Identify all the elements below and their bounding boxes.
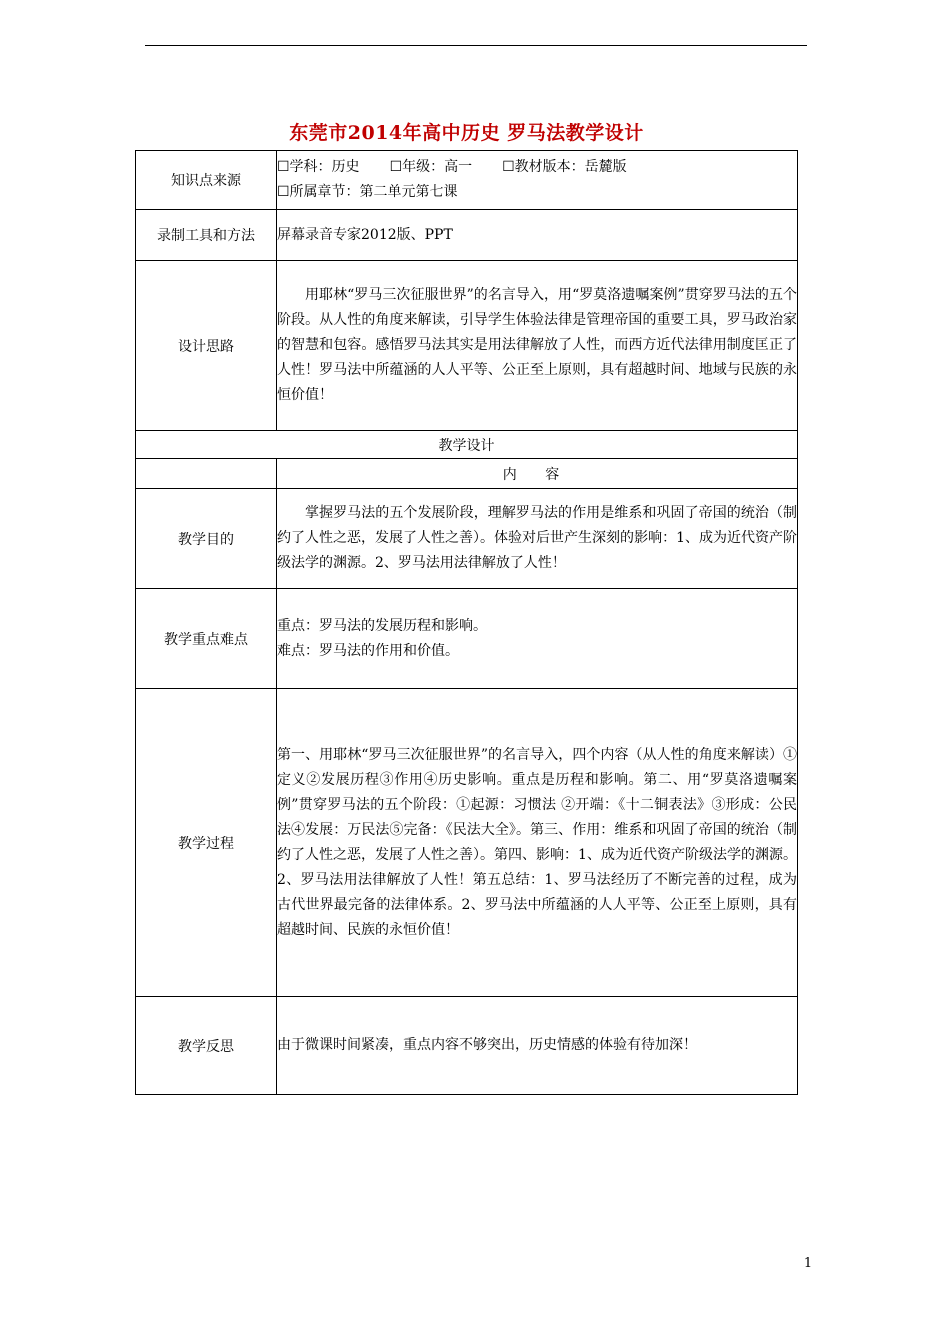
reflection-value: 由于微课时间紧凑，重点内容不够突出，历史情感的体验有待加深！ xyxy=(277,997,798,1095)
edition-field: ☐教材版本：岳麓版 xyxy=(502,159,627,175)
document-title: 东莞市2014年高中历史 罗马法教学设计 xyxy=(289,122,644,144)
empty-header-cell xyxy=(136,459,277,489)
label-focus: 教学重点难点 xyxy=(136,589,277,689)
label-goal: 教学目的 xyxy=(136,489,277,589)
row-content-header xyxy=(136,459,798,489)
row-focus xyxy=(136,589,798,689)
header-rule xyxy=(145,45,807,46)
row-idea xyxy=(136,261,798,431)
grade-field: ☐年级：高一 xyxy=(389,159,473,175)
subject-field: ☐学科：历史 xyxy=(277,159,360,175)
row-section-header xyxy=(136,431,798,459)
content-header: 内 容 xyxy=(277,459,798,489)
label-tools: 录制工具和方法 xyxy=(136,210,277,261)
lesson-design-table xyxy=(135,150,798,1095)
focus-value xyxy=(277,589,798,689)
idea-value: 用耶林“罗马三次征服世界”的名言导入，用“罗莫洛遗嘱案例”贯穿罗马法的五个阶段。从人性的角度来解读，引导学生体验法律是管理帝国的重要工具，罗马政治家的智慧和包容。感悟罗马法其实是用法律解放了人性，而西方近代法律用制度匡正了人性！罗马法中所蕴涵的人人平等、公正至上原则，具有超越时间、地域与民族的永恒价值！ xyxy=(277,261,798,431)
goal-value: 掌握罗马法的五个发展阶段，理解罗马法的作用是维系和巩固了帝国的统治（制约了人性之恶，发展了人性之善）。体验对后世产生深刻的影响：1、成为近代资产阶级法学的渊源。2、罗马法用法律解放了人性！ xyxy=(277,489,798,589)
row-reflection xyxy=(136,997,798,1095)
page-number: 1 xyxy=(803,1256,813,1271)
label-idea: 设计思路 xyxy=(136,261,277,431)
source-info xyxy=(277,151,798,210)
label-reflection: 教学反思 xyxy=(136,997,277,1095)
chapter-field: ☐所属章节：第二单元第七课 xyxy=(277,184,458,200)
row-source xyxy=(136,151,798,210)
row-process xyxy=(136,689,798,997)
label-process: 教学过程 xyxy=(136,689,277,997)
section-header: 教学设计 xyxy=(136,431,798,459)
row-goal xyxy=(136,489,798,589)
tools-value: 屏幕录音专家2012版、PPT xyxy=(277,210,798,261)
source-meta-line xyxy=(277,155,797,180)
process-value: 第一、用耶林“罗马三次征服世界”的名言导入，四个内容（从人性的角度来解读）①定义②发展历程③作用④历史影响。重点是历程和影响。第二、用“罗莫洛遗嘱案例”贯穿罗马法的五个阶段：①起源：习惯法 ②开端：《十二铜表法》③形成：公民法④发展：万民法⑤完备：《民法大全》。第三、作用：维系和巩固了帝国的统治（制约了人性之恶，发展了人性之善）。第四、影响：1、成为近代资产阶级法学的渊源。2、罗马法用法律解放了人性！第五总结：1、罗马法经历了不断完善的过程，成为古代世界最完备的法律体系。2、罗马法中所蕴涵的人人平等、公正至上原则，具有超越时间、民族的永恒价值！ xyxy=(277,689,798,997)
label-source: 知识点来源 xyxy=(136,151,277,210)
key-point: 重点：罗马法的发展历程和影响。 xyxy=(277,617,487,634)
row-tools xyxy=(136,210,798,261)
difficult-point: 难点：罗马法的作用和价值。 xyxy=(277,642,459,659)
